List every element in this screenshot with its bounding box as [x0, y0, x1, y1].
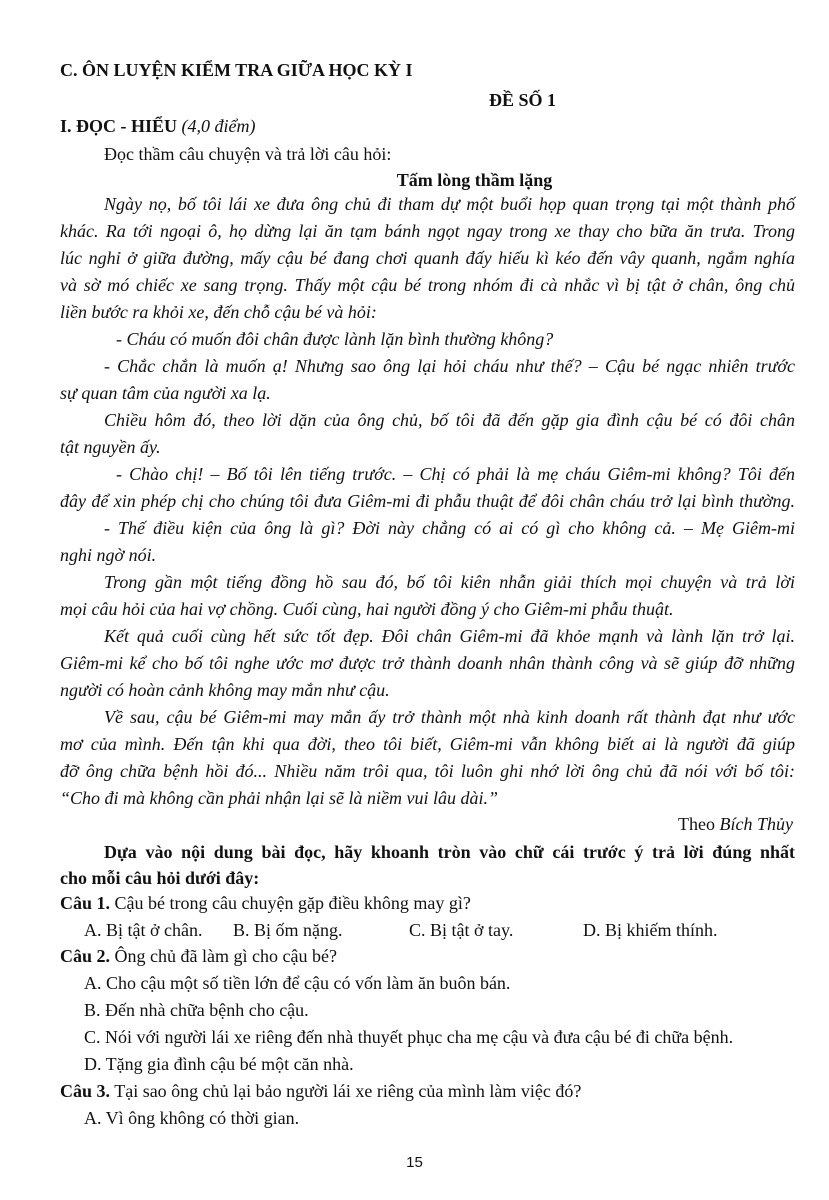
story-line: - Cháu có muốn đôi chân được lành lặn bình thường không? [116, 329, 554, 349]
question-3 [60, 1079, 829, 1103]
story-line: mơ của mình. Đến tận khi qua đời, theo tôi biết, Giêm-mi vẫn không biết ai là người đã giúp [60, 734, 795, 754]
story-line: sự quan tâm của người xa lạ. [60, 383, 271, 403]
story-line: Chiều hôm đó, theo lời dặn của ông chủ, bố tôi đã đến gặp gia đình cậu bé có đôi chân [104, 410, 795, 430]
story-line: đỡ ông chữa bệnh hồi đó... Nhiều năm trôi qua, tôi luôn ghi nhớ lời ông chủ đã nói với bố tôi: [60, 761, 795, 781]
q2-option-a[interactable]: A. Cho cậu một số tiền lớn để cậu có vốn làm ăn buôn bán. [84, 973, 511, 993]
question-2 [60, 944, 829, 968]
task-instruction-line: Dựa vào nội dung bài đọc, hãy khoanh tròn vào chữ cái trước ý trả lời đúng nhất [104, 842, 795, 862]
story-line: lúc nghỉ ở giữa đường, mấy cậu bé đang chơi quanh đấy hiếu kì kéo đến vây quanh, ngắm nghía [60, 248, 795, 268]
question-text: Ông chủ đã làm gì cho cậu bé? [114, 946, 337, 966]
story-line: - Chắc chắn là muốn ạ! Nhưng sao ông lại hỏi cháu như thế? – Cậu bé ngạc nhiên trước [104, 356, 795, 376]
q3-option-a[interactable]: A. Vì ông không có thời gian. [84, 1108, 300, 1128]
story-line: liền bước ra khỏi xe, đến chỗ cậu bé và hỏi: [60, 302, 377, 322]
part1-points: (4,0 điểm) [181, 116, 256, 136]
story-line: và sờ mó chiếc xe sang trọng. Thấy một cậu bé trong nhóm đi cà nhắc vì bị tật ở chân, ông chủ [60, 275, 795, 295]
story-source [60, 812, 793, 836]
question-label: Câu 1. [60, 893, 111, 913]
part1-title: I. ĐỌC - HIỂU [60, 116, 178, 136]
question-1 [60, 891, 829, 915]
story-line: Kết quả cuối cùng hết sức tốt đẹp. Đôi chân Giêm-mi đã khỏe mạnh và lành lặn trở lại. [104, 626, 795, 646]
story-line: người có hoàn cảnh không may mắn như cậu. [60, 680, 390, 700]
q2-option-b[interactable]: B. Đến nhà chữa bệnh cho cậu. [84, 1000, 309, 1020]
story-line: - Thế điều kiện của ông là gì? Đời này chẳng có ai có gì cho không cả. – Mẹ Giêm-mi [104, 518, 795, 538]
source-prefix: Theo [678, 814, 715, 834]
question-label: Câu 2. [60, 946, 111, 966]
story-line: tật nguyền ấy. [60, 437, 161, 457]
story-line: khác. Ra tới ngoại ô, họ dừng lại ăn tạm bánh ngọt ngay trong xe thay cho bữa ăn trưa. Trong [60, 221, 795, 241]
page-number: 15 [406, 1154, 423, 1171]
q2-option-c[interactable]: C. Nói với người lái xe riêng đến nhà thuyết phục cha mẹ cậu và đưa cậu bé đi chữa bệnh. [84, 1027, 734, 1047]
part1-heading [60, 114, 829, 138]
story-line: Ngày nọ, bố tôi lái xe đưa ông chủ đi tham dự một buổi họp quan trọng tại một thành phố [104, 194, 795, 214]
q1-option-c[interactable]: C. Bị tật ở tay. [409, 920, 514, 940]
story-line: Về sau, cậu bé Giêm-mi may mắn ấy trở thành một nhà kinh doanh rất thành đạt như ước [104, 707, 795, 727]
story-line: nghi ngờ nói. [60, 545, 157, 565]
section-title: C. ÔN LUYỆN KIỂM TRA GIỮA HỌC KỲ I [60, 60, 413, 80]
story-line: “Cho đi mà không cần phải nhận lại sẽ là niềm vui lâu dài.” [60, 788, 498, 808]
q2-option-d[interactable]: D. Tặng gia đình cậu bé một căn nhà. [84, 1054, 354, 1074]
story-line: mọi câu hỏi của hai vợ chồng. Cuối cùng, hai người đồng ý cho Giêm-mi phẫu thuật. [60, 599, 674, 619]
source-author: Bích Thủy [719, 814, 793, 834]
instruction: Đọc thầm câu chuyện và trả lời câu hỏi: [104, 144, 392, 164]
story-line: Giêm-mi kể cho bố tôi nghe ước mơ được trở thành doanh nhân thành công và sẽ giúp đỡ những [60, 653, 795, 673]
story-line: - Chào chị! – Bố tôi lên tiếng trước. – Chị có phải là mẹ cháu Giêm-mi không? Tôi đến [116, 464, 795, 484]
task-instruction-line: cho mỗi câu hỏi dưới đây: [60, 868, 260, 888]
question-label: Câu 3. [60, 1081, 111, 1101]
question-text: Cậu bé trong câu chuyện gặp điều không may gì? [114, 893, 471, 913]
q1-option-b[interactable]: B. Bị ốm nặng. [233, 920, 343, 940]
story-line: đây để xin phép chị cho chúng tôi đưa Giêm-mi đi phẫu thuật để đôi chân cháu trở lại bình thường. [60, 491, 795, 511]
question-text: Tại sao ông chủ lại bảo người lái xe riêng của mình làm việc đó? [114, 1081, 582, 1101]
story-line: Trong gần một tiếng đồng hồ sau đó, bố tôi kiên nhẫn giải thích mọi chuyện và trả lời [104, 572, 795, 592]
q1-option-a[interactable]: A. Bị tật ở chân. [84, 920, 203, 940]
q1-option-d[interactable]: D. Bị khiếm thính. [583, 920, 718, 940]
exam-title: ĐỀ SỐ 1 [488, 90, 557, 110]
story-title: Tấm lòng thầm lặng [396, 170, 553, 190]
